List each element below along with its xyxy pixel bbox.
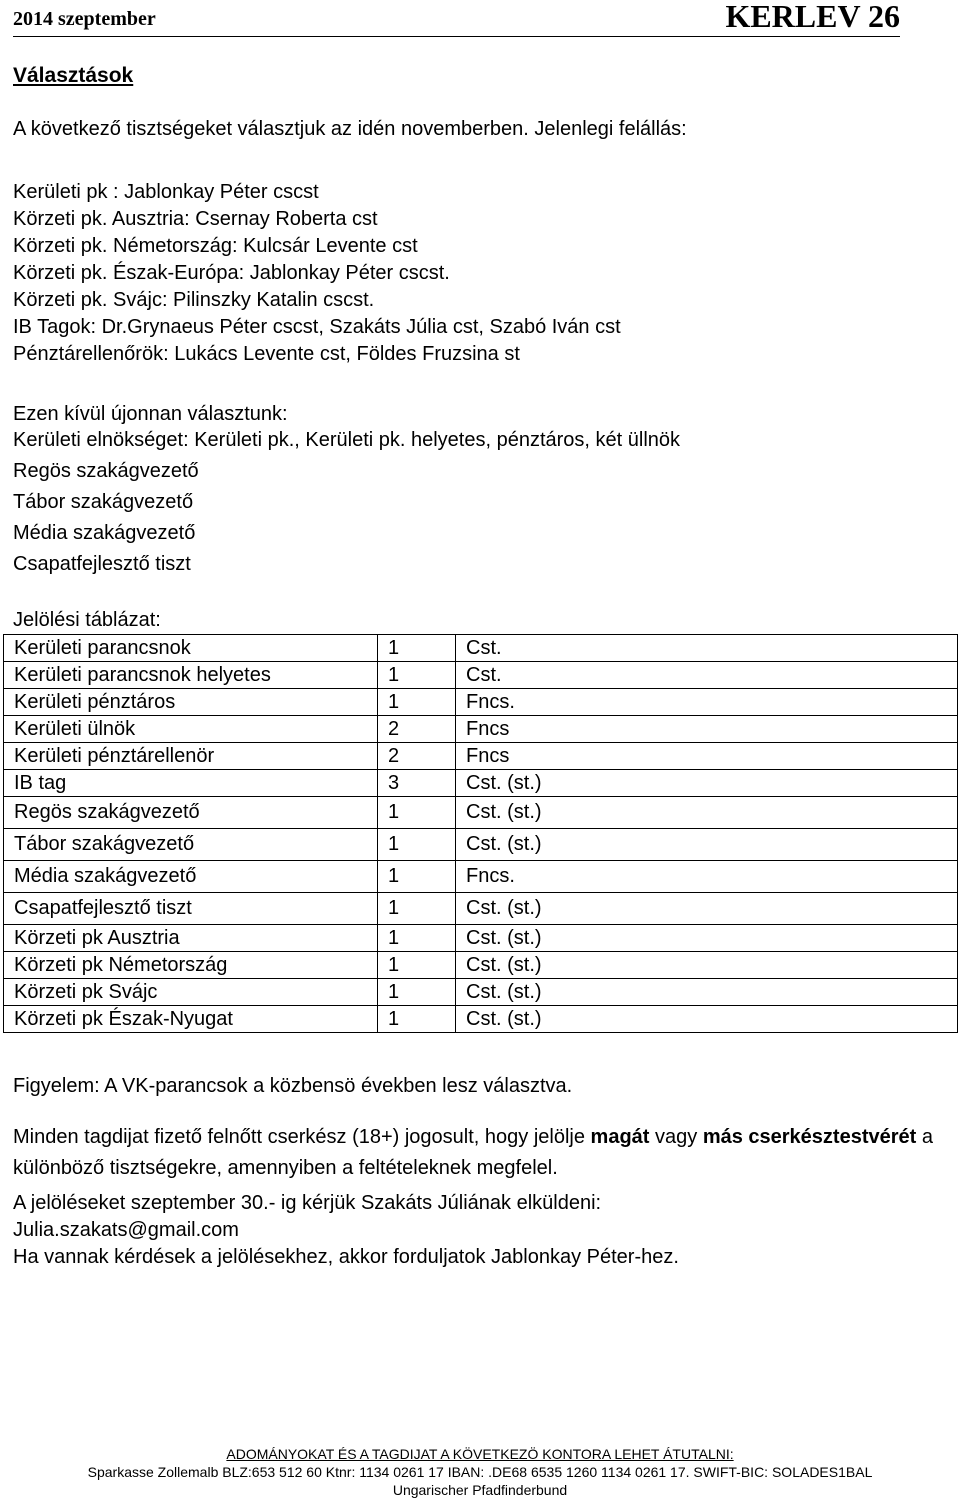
contact-email: Julia.szakats@gmail.com — [13, 1219, 239, 1241]
count-cell: 1 — [378, 797, 456, 829]
count-cell: 2 — [378, 743, 456, 770]
count-cell: 1 — [378, 979, 456, 1006]
officer-line: IB Tagok: Dr.Grynaeus Péter cscst, Szakáts Júlia cst, Szabó Iván cst — [13, 316, 621, 338]
new-position-item: Kerületi elnökséget: Kerületi pk., Kerületi pk. helyetes, pénztáros, két üllnök — [13, 429, 681, 451]
requirement-cell: Cst. (st.) — [456, 1006, 958, 1033]
table-row — [4, 861, 958, 893]
table-row — [4, 952, 958, 979]
bank-details: Sparkasse Zollemalb BLZ:653 512 60 Ktnr: 1134 0261 17 IBAN: .DE68 6535 1260 1134 0261 17. SWIFT-BIC: SOLADES1BAL — [87, 1464, 873, 1480]
eligibility-text: vagy — [649, 1126, 703, 1148]
page-footer — [0, 1445, 960, 1499]
officer-line: Körzeti pk. Észak-Európa: Jablonkay Péter cscst. — [13, 262, 450, 284]
count-cell: 1 — [378, 635, 456, 662]
new-positions-list — [13, 425, 680, 580]
requirement-cell: Fncs — [456, 743, 958, 770]
officer-line: Pénztárellenőrök: Lukács Levente cst, Földes Fruzsina st — [13, 343, 520, 365]
new-position-item: Tábor szakágvezető — [13, 491, 194, 513]
table-row — [4, 635, 958, 662]
organization-name: Ungarischer Pfadfinderbund — [392, 1482, 568, 1498]
table-row — [4, 925, 958, 952]
requirement-cell: Cst. (st.) — [456, 925, 958, 952]
role-cell: Körzeti pk Észak-Nyugat — [4, 1006, 378, 1033]
count-cell: 1 — [378, 925, 456, 952]
new-position-item: Regös szakágvezető — [13, 460, 199, 482]
eligibility-emphasis: más cserkésztestvérét — [702, 1126, 917, 1148]
requirement-cell: Fncs — [456, 716, 958, 743]
role-cell: Regös szakágvezető — [4, 797, 378, 829]
eligibility-emphasis: magát — [590, 1126, 650, 1148]
new-positions-heading: Ezen kívül újonnan választunk: — [13, 403, 288, 425]
table-row — [4, 979, 958, 1006]
table-row — [4, 662, 958, 689]
requirement-cell: Fncs. — [456, 689, 958, 716]
table-row — [4, 689, 958, 716]
notice-text: Figyelem: A VK-parancsok a közbensö években lesz választva. — [13, 1075, 573, 1097]
eligibility-text: Minden tagdijat fizető felnőtt cserkész (18+) jogosult, hogy jelölje — [13, 1126, 591, 1148]
table-row — [4, 893, 958, 925]
role-cell: Kerületi ülnök — [4, 716, 378, 743]
table-row — [4, 743, 958, 770]
role-cell: Média szakágvezető — [4, 861, 378, 893]
role-cell: Kerületi parancsnok helyetes — [4, 662, 378, 689]
officer-line: Körzeti pk. Németország: Kulcsár Levente cst — [13, 235, 418, 257]
submission-line: A jelöléseket szeptember 30.- ig kérjük Szakáts Júliának elküldeni: — [13, 1192, 602, 1214]
officer-line: Kerületi pk : Jablonkay Péter cscst — [13, 181, 319, 203]
count-cell: 1 — [378, 952, 456, 979]
requirement-cell: Cst. (st.) — [456, 829, 958, 861]
current-officers — [13, 179, 621, 368]
nomination-table-heading: Jelölési táblázat: — [13, 609, 161, 631]
officer-line: Körzeti pk. Ausztria: Csernay Roberta cst — [13, 208, 378, 230]
requirement-cell: Cst. — [456, 635, 958, 662]
officer-line: Körzeti pk. Svájc: Pilinszky Katalin cscst. — [13, 289, 375, 311]
count-cell: 1 — [378, 893, 456, 925]
role-cell: Tábor szakágvezető — [4, 829, 378, 861]
section-title: Választások — [13, 64, 134, 87]
count-cell: 1 — [378, 1006, 456, 1033]
submission-info — [13, 1190, 679, 1271]
role-cell: Kerületi pénztárellenör — [4, 743, 378, 770]
requirement-cell: Cst. — [456, 662, 958, 689]
requirement-cell: Cst. (st.) — [456, 770, 958, 797]
nomination-table — [3, 634, 958, 1033]
count-cell: 2 — [378, 716, 456, 743]
table-row — [4, 797, 958, 829]
issue-date: 2014 szeptember — [13, 8, 156, 30]
count-cell: 1 — [378, 829, 456, 861]
role-cell: Kerületi parancsnok — [4, 635, 378, 662]
requirement-cell: Cst. (st.) — [456, 893, 958, 925]
role-cell: Csapatfejlesztő tiszt — [4, 893, 378, 925]
table-row — [4, 1006, 958, 1033]
requirement-cell: Fncs. — [456, 861, 958, 893]
eligibility-text: a különböző tisztségekre, amennyiben a feltételeknek megfelel. — [13, 1126, 933, 1179]
requirement-cell: Cst. (st.) — [456, 952, 958, 979]
table-row — [4, 829, 958, 861]
donation-heading: ADOMÁNYOKAT ÉS A TAGDIJAT A KÖVETKEZÖ KONTORA LEHET ÁTUTALNI: — [226, 1446, 734, 1462]
role-cell: IB tag — [4, 770, 378, 797]
intro-text: A következő tisztségeket választjuk az idén novemberben. Jelenlegi felállás: — [13, 118, 687, 140]
page-header — [13, 0, 900, 37]
requirement-cell: Cst. (st.) — [456, 979, 958, 1006]
eligibility-paragraph — [13, 1122, 943, 1184]
table-row — [4, 716, 958, 743]
count-cell: 3 — [378, 770, 456, 797]
new-position-item: Média szakágvezető — [13, 522, 196, 544]
submission-line: Ha vannak kérdések a jelölésekhez, akkor forduljatok Jablonkay Péter-hez. — [13, 1246, 679, 1268]
publication-title: KERLEV 26 — [725, 0, 900, 34]
role-cell: Körzeti pk Németország — [4, 952, 378, 979]
requirement-cell: Cst. (st.) — [456, 797, 958, 829]
count-cell: 1 — [378, 662, 456, 689]
role-cell: Körzeti pk Ausztria — [4, 925, 378, 952]
role-cell: Kerületi pénztáros — [4, 689, 378, 716]
count-cell: 1 — [378, 861, 456, 893]
new-position-item: Csapatfejlesztő tiszt — [13, 553, 191, 575]
table-row — [4, 770, 958, 797]
count-cell: 1 — [378, 689, 456, 716]
role-cell: Körzeti pk Svájc — [4, 979, 378, 1006]
